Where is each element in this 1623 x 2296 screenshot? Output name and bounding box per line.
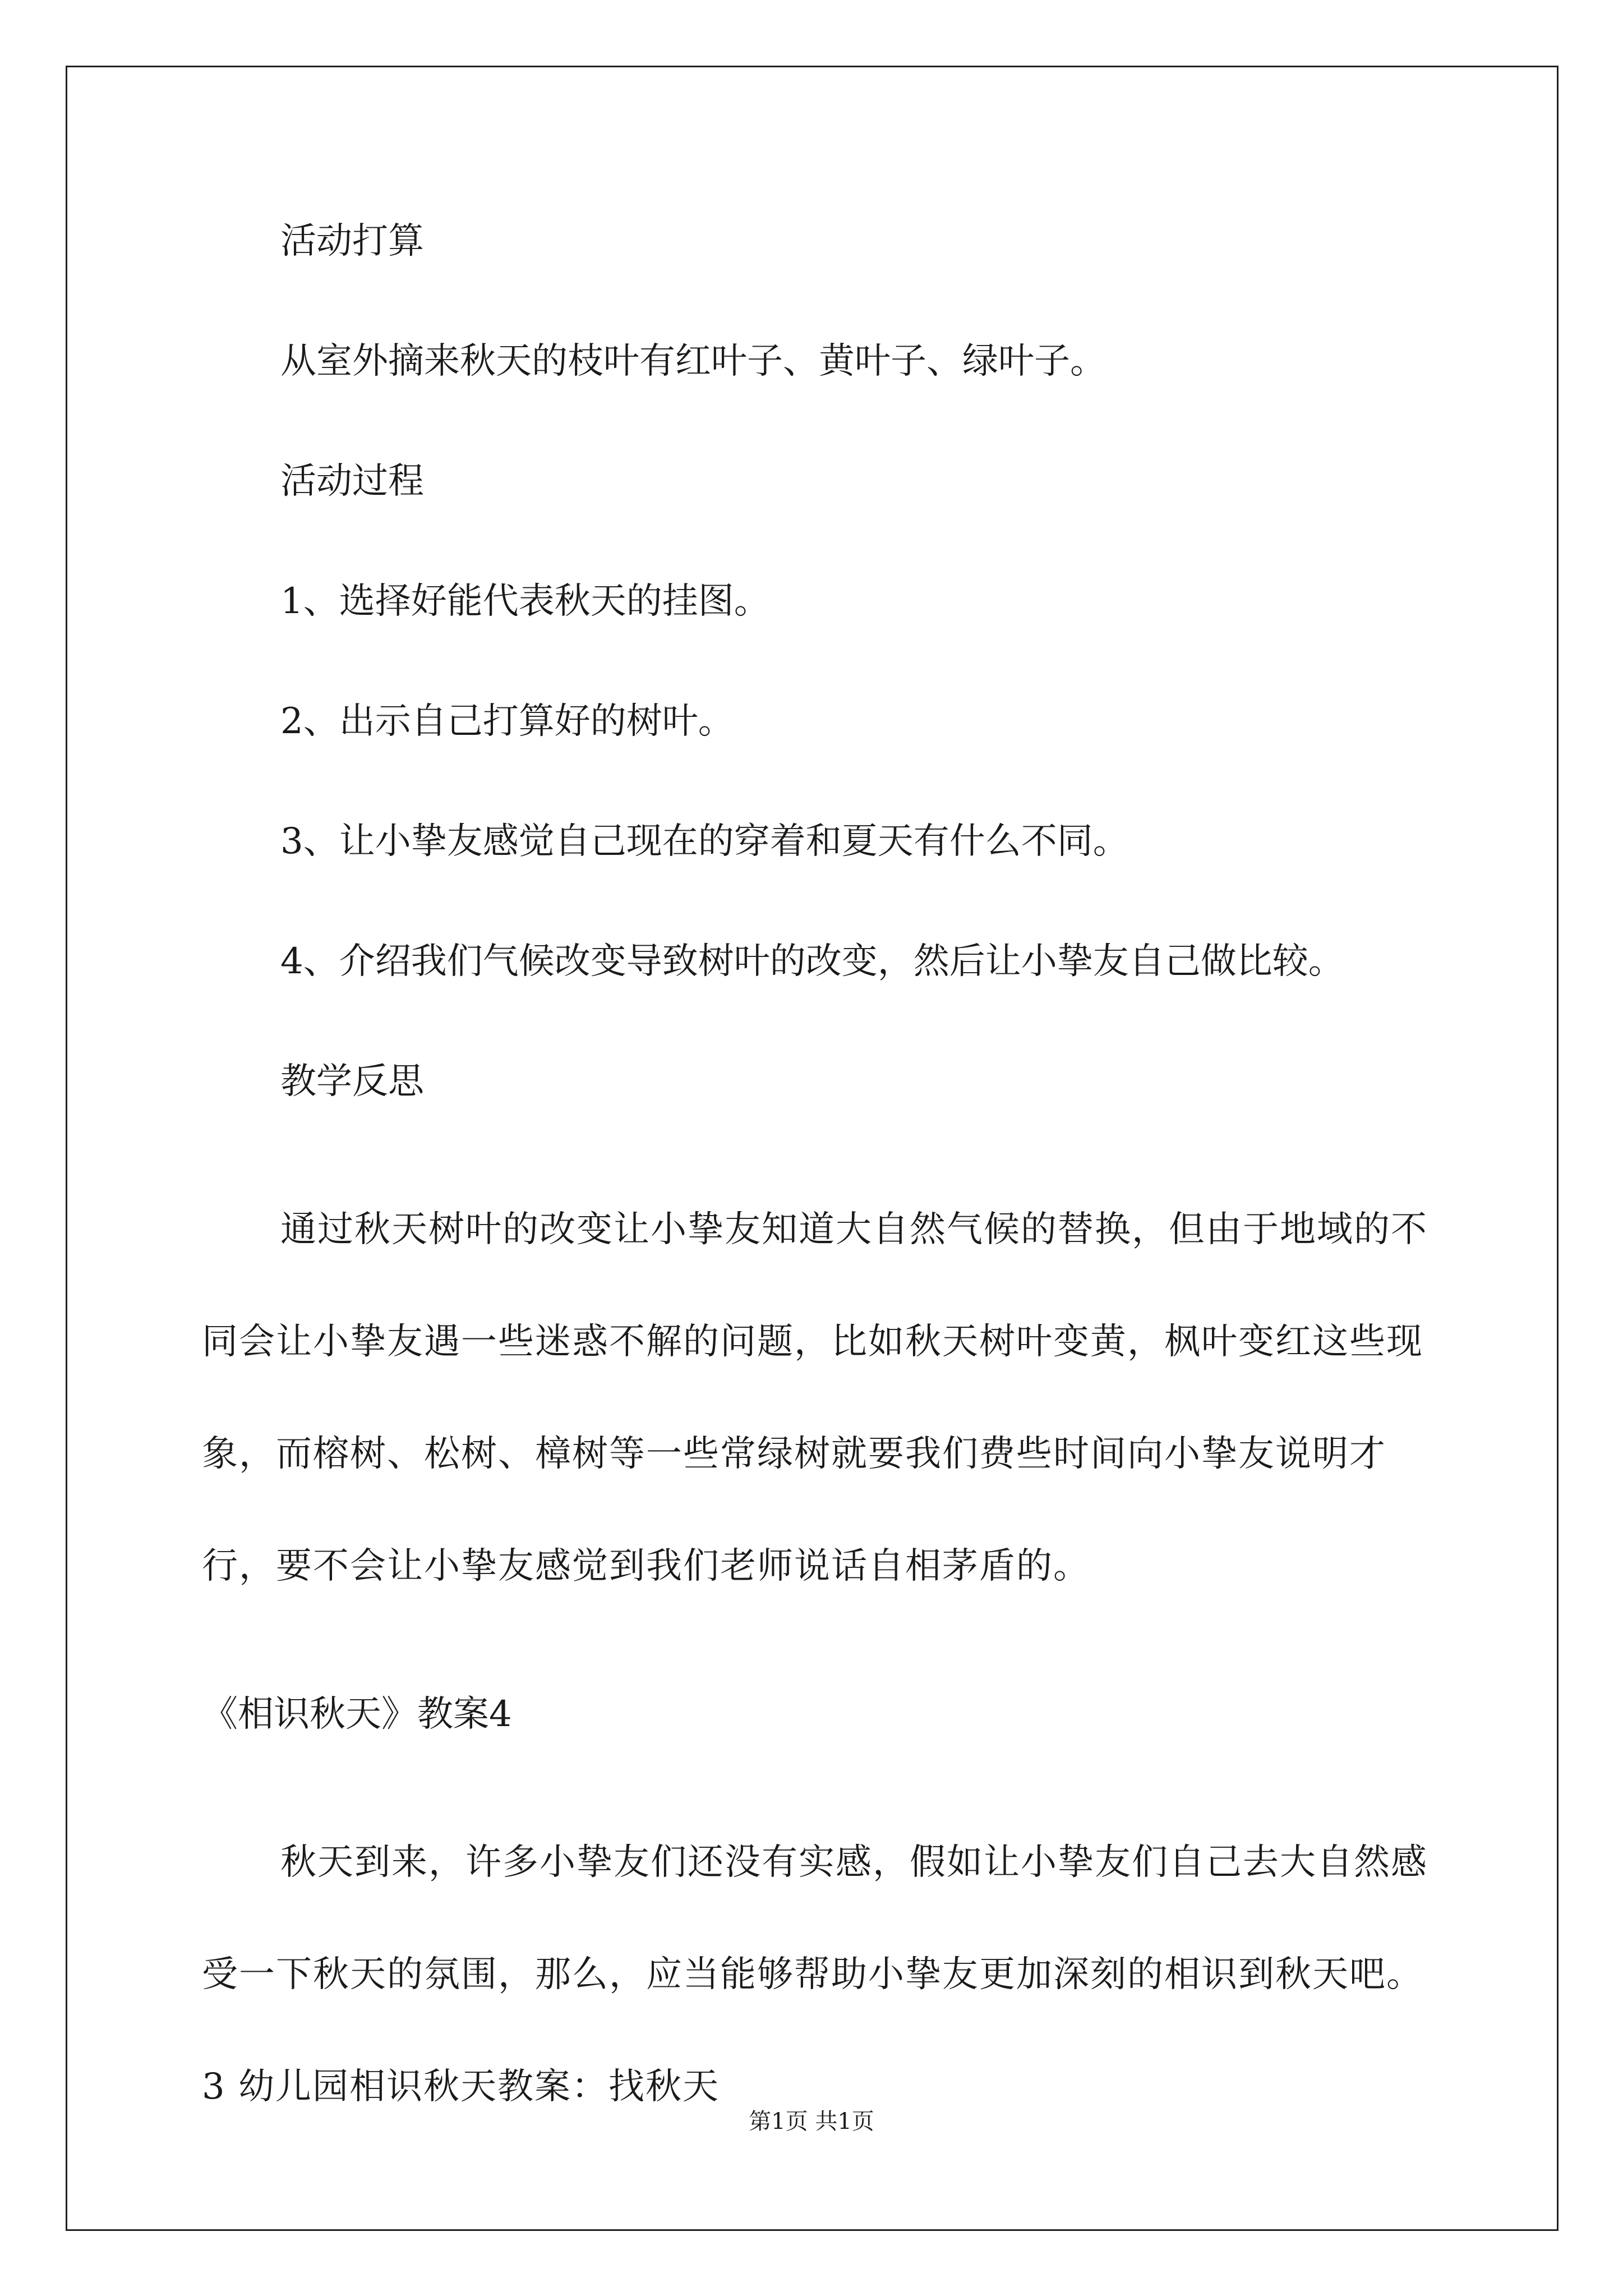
paragraph-activity-process: 活动过程 <box>280 461 424 502</box>
paragraph-reflection-body: 通过秋天树叶的改变让小挚友知道大自然气候的替换，但由于地域的不同会让小挚友遇一些迷惑不解的问题，比如秋天树叶变黄，枫叶变红这些现象，而榕树、松树、樟树等一些常绿树就要我们费些时间向小挚友说明才行，要不会让小挚友感觉到我们老师说话自相茅盾的。 <box>202 1209 1428 1587</box>
paragraph-activity-prep: 活动打算 <box>280 220 424 262</box>
paragraph-step-4: 4、介绍我们气候改变导致树叶的改变，然后让小挚友自己做比较。 <box>280 941 1344 982</box>
paragraph-step-3: 3、让小挚友感觉自己现在的穿着和夏天有什么不同。 <box>280 821 1129 862</box>
page-footer: 第1页 共1页 <box>749 2109 874 2134</box>
document-body <box>202 213 1436 2207</box>
paragraph-materials: 从室外摘来秋天的枝叶有红叶子、黄叶子、绿叶子。 <box>280 341 1106 382</box>
paragraph-teaching-reflection: 教学反思 <box>280 1061 424 1102</box>
section-heading-lesson-4: 《相识秋天》教案4 <box>202 1694 512 1735</box>
paragraph-lesson-4-intro: 秋天到来，许多小挚友们还没有实感，假如让小挚友们自己去大自然感受一下秋天的氛围，那么，应当能够帮助小挚友更加深刻的相识到秋天吧。 3 幼儿园相识秋天教案：找秋天 <box>202 1842 1428 2108</box>
paragraph-step-1: 1、选择好能代表秋天的挂图。 <box>280 581 770 622</box>
paragraph-step-2: 2、出示自己打算好的树叶。 <box>280 701 734 742</box>
